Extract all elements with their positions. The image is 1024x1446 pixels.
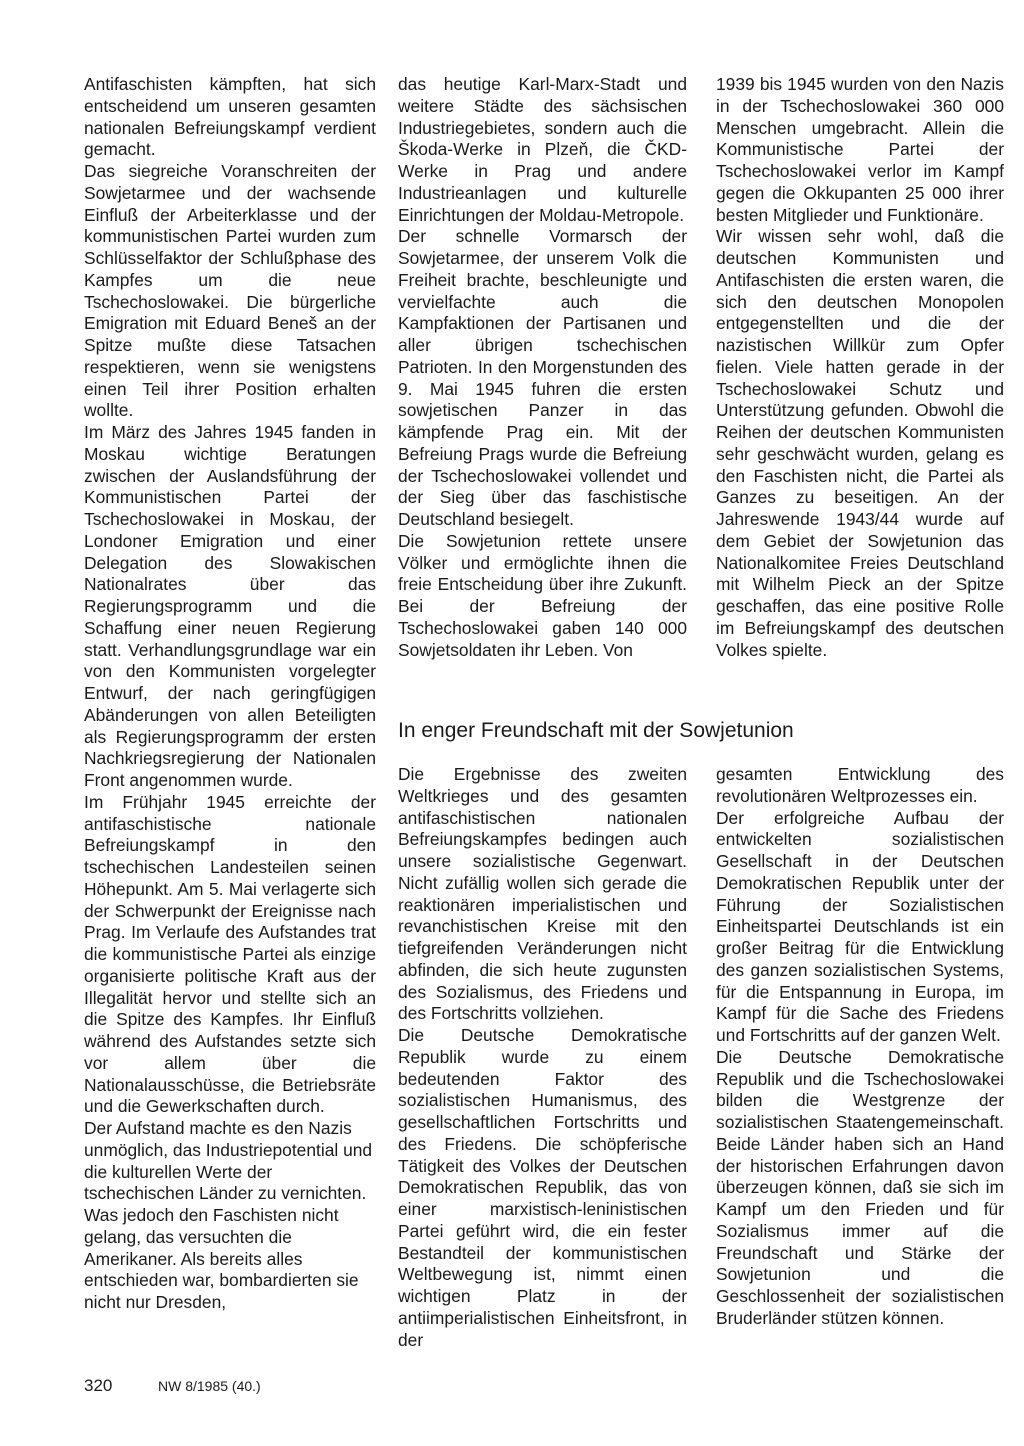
paragraph: Wir wissen sehr wohl, daß die deutschen Kommunisten und Antifaschisten die ersten waren, die sich den deutschen Monopolen entgegenstellten und die der nazistischen Willkür zum Opfer fielen. Viele hatten gerade in der Tschechoslowakei Schutz und Unterstützung gefunden. Obwohl die Reihen der deutschen Kommunisten sehr geschwächt wurden, gelang es den Faschisten nicht, die Partei als Ganzes zu beseitigen. An der Jahreswende 1943/44 wurde auf dem Gebiet der Sowjetunion das Nationalkomitee Freies Deutschland mit Wilhelm Pieck an der Spitze geschaffen, das eine positive Rolle im Befreiungskampf des deutschen Volkes spielte. [716, 226, 1004, 660]
paragraph: Der Aufstand machte es den Nazis unmöglich, das Industriepotential und die kulturellen Werte der tschechischen Länder zu vernichten. Was jedoch den Faschisten nicht gelang, das versuchten die Amerikaner. Als bereits alles entschieden war, bombardierten sie nicht nur Dresden, [84, 1118, 373, 1312]
page-number: 320 [84, 1376, 113, 1395]
paragraph: Im März des Jahres 1945 fanden in Moskau wichtige Beratungen zwischen der Auslandsführung der Kommunistischen Partei der Tschechoslowakei in Moskau, der Londoner Emigration und einer Delegation des Slowakischen Nationalrates über das Regierungsprogramm und die Schaffung einer neuen Regierung statt. Verhandlungsgrundlage war ein von den Kommunisten vorgelegter Entwurf, der nach geringfügigen Abänderungen von allen Beteiligten als Regierungsprogramm der ersten Nachkriegsregierung der Nationalen Front angenommen wurde. [84, 422, 376, 790]
paragraph: Das siegreiche Voranschreiten der Sowjetarmee und der wachsende Einfluß der Arbeiterklasse und der kommunistischen Partei wurden zum Schlüsselfaktor der Schlußphase des Kampfes um die neue Tschechoslowakei. Die bürgerliche Emigration mit Eduard Beneš an der Spitze mußte diese Tatsachen respektieren, wenn sie wenigstens einen Teil ihrer Position erhalten wollte. [84, 161, 376, 421]
text-column-2 [398, 74, 687, 661]
section-heading: In enger Freundschaft mit der Sowjetunion [398, 719, 794, 742]
paragraph: Die Deutsche Demokratische Republik und die Tschechoslowakei bilden die Westgrenze der sozialistischen Staatengemeinschaft. Beide Länder haben sich an Hand der historischen Erfahrungen davon überzeugen können, daß sie sich im Kampf um den Frieden und für Sozialismus immer auf die Freundschaft und Stärke der Sowjetunion und die Geschlossenheit der sozialistischen Bruderländer stützen können. [716, 1046, 1004, 1328]
paragraph: das heutige Karl-Marx-Stadt und weitere Städte des sächsischen Industriegebietes, sondern auch die Škoda-Werke in Plzeň, die ČKD-Werke in Prag und andere Industrieanlagen und kulturelle Einrichtungen der Moldau-Metropole. [398, 74, 687, 225]
text-column-3 [716, 74, 1004, 661]
issue-reference: NW 8/1985 (40.) [158, 1378, 261, 1394]
paragraph: gesamten Entwicklung des revolutionären Weltprozesses ein. [716, 764, 1004, 806]
paragraph: Die Sowjetunion rettete unsere Völker und ermöglichte ihnen die freie Entscheidung über ihre Zukunft. Bei der Befreiung der Tschechoslowakei gaben 140 000 Sowjetsoldaten ihr Leben. Von [398, 530, 687, 660]
paragraph: Antifaschisten kämpften, hat sich entscheidend um unseren gesamten nationalen Befreiungskampf verdient gemacht. [84, 74, 376, 160]
paragraph: Der schnelle Vormarsch der Sowjetarmee, der unserem Volk die Freiheit brachte, beschleunigte und vervielfachte auch die Kampfaktionen der Partisanen und aller übrigen tschechischen Patrioten. In den Morgenstunden des 9. Mai 1945 fuhren die ersten sowjetischen Panzer in das kämpfende Prag ein. Mit der Befreiung Prags wurde die Befreiung der Tschechoslowakei vollendet und der Sieg über das faschistische Deutschland besiegelt. [398, 226, 687, 529]
paragraph: Der erfolgreiche Aufbau der entwickelten sozialistischen Gesellschaft in der Deutschen Demokratischen Republik unter der Führung der Sozialistischen Einheitspartei Deutschlands ist ein großer Beitrag für die Entwicklung des ganzen sozialistischen Systems, für die Entspannung in Europa, im Kampf für die Sache des Friedens und Fortschritts auf der ganzen Welt. [716, 807, 1004, 1045]
paragraph: Die Deutsche Demokratische Republik wurde zu einem bedeutenden Faktor des sozialistischen Humanismus, des gesellschaftlichen Fortschritts und des Friedens. Die schöpferische Tätigkeit des Volkes der Deutschen Demokratischen Republik, das von einer marxistisch-leninistischen Partei geführt wird, die ein fester Bestandteil der kommunistischen Weltbewegung ist, nimmt einen wichtigen Platz in der antiimperialistischen Einheitsfront, in der [398, 1025, 687, 1350]
text-column-1 [84, 74, 376, 1314]
text-column-5 [716, 764, 1004, 1330]
paragraph: 1939 bis 1945 wurden von den Nazis in der Tschechoslowakei 360 000 Menschen umgebracht. Allein die Kommunistische Partei der Tschechoslowakei verlor im Kampf gegen die Okkupanten 25 000 ihrer besten Mitglieder und Funktionäre. [716, 74, 1004, 225]
paragraph: Die Ergebnisse des zweiten Weltkrieges und des gesamten antifaschistischen nationalen Befreiungskampfes bedingen auch unsere sozialistische Gegenwart. Nicht zufällig wollen sich gerade die reaktionären imperialistischen und revanchistischen Kreise mit den tiefgreifenden Veränderungen nicht abfinden, die sich heute zugunsten des Sozialismus, des Friedens und des Fortschritts vollziehen. [398, 764, 687, 1024]
text-column-4 [398, 764, 687, 1351]
paragraph: Im Frühjahr 1945 erreichte der antifaschistische nationale Befreiungskampf in den tschechischen Landesteilen seinen Höhepunkt. Am 5. Mai verlagerte sich der Schwerpunkt der Ereignisse nach Prag. Im Verlaufe des Aufstandes trat die kommunistische Partei als einzige organisierte politische Kraft aus der Illegalität hervor und stellte sich an die Spitze des Kampfes. Ihr Einfluß während des Aufstandes setzte sich vor allem über die Nationalausschüsse, die Betriebsräte und die Gewerkschaften durch. [84, 791, 376, 1117]
